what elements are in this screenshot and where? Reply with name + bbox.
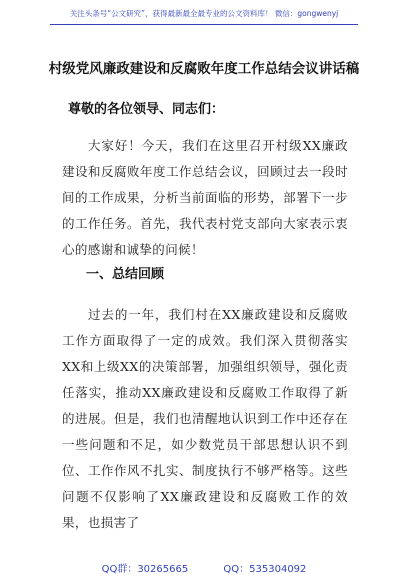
header-divider xyxy=(50,24,358,25)
intro-paragraph: 大家好！今天，我们在这里召开村级XX廉政建设和反腐败年度工作总结会议，回顾过去一段时间的工作成果，分析当前面临的形势，部署下一步的工作任务。首先，我代表村党支部向大家表示衷心的感谢和诚挚的问候！ xyxy=(62,138,348,257)
footer-qq-group: QQ群：30265665 xyxy=(101,564,189,575)
section-paragraph: 过去的一年，我们村在XX廉政建设和反腐败工作方面取得了一定的成效。我们深入贯彻落实XX和上级XX的决策部署，加强组织领导，强化责任落实，推动XX廉政建设和反腐败工作取得了新的进展。但是，我们也清醒地认识到工作中还存在一些问题和不足，如少数党员干部思想认识不到位、工作作风不扎实、制度执行不够严格等。这些问题不仅影响了XX廉政建设和反腐败工作的效果，也损害了 xyxy=(62,307,348,530)
header-banner: 关注头条号“公文研究”，获得最新最全最专业的公文资料库！ 微信：gongwenyj xyxy=(69,9,339,18)
section-heading: 一、总结回顾 xyxy=(86,267,165,282)
footer xyxy=(0,560,408,575)
salutation: 尊敬的各位领导、同志们： xyxy=(68,102,225,117)
document-title: 村级党风廉政建设和反腐败年度工作总结会议讲话稿 xyxy=(48,61,360,77)
footer-qq-number: QQ：535304092 xyxy=(223,564,307,575)
